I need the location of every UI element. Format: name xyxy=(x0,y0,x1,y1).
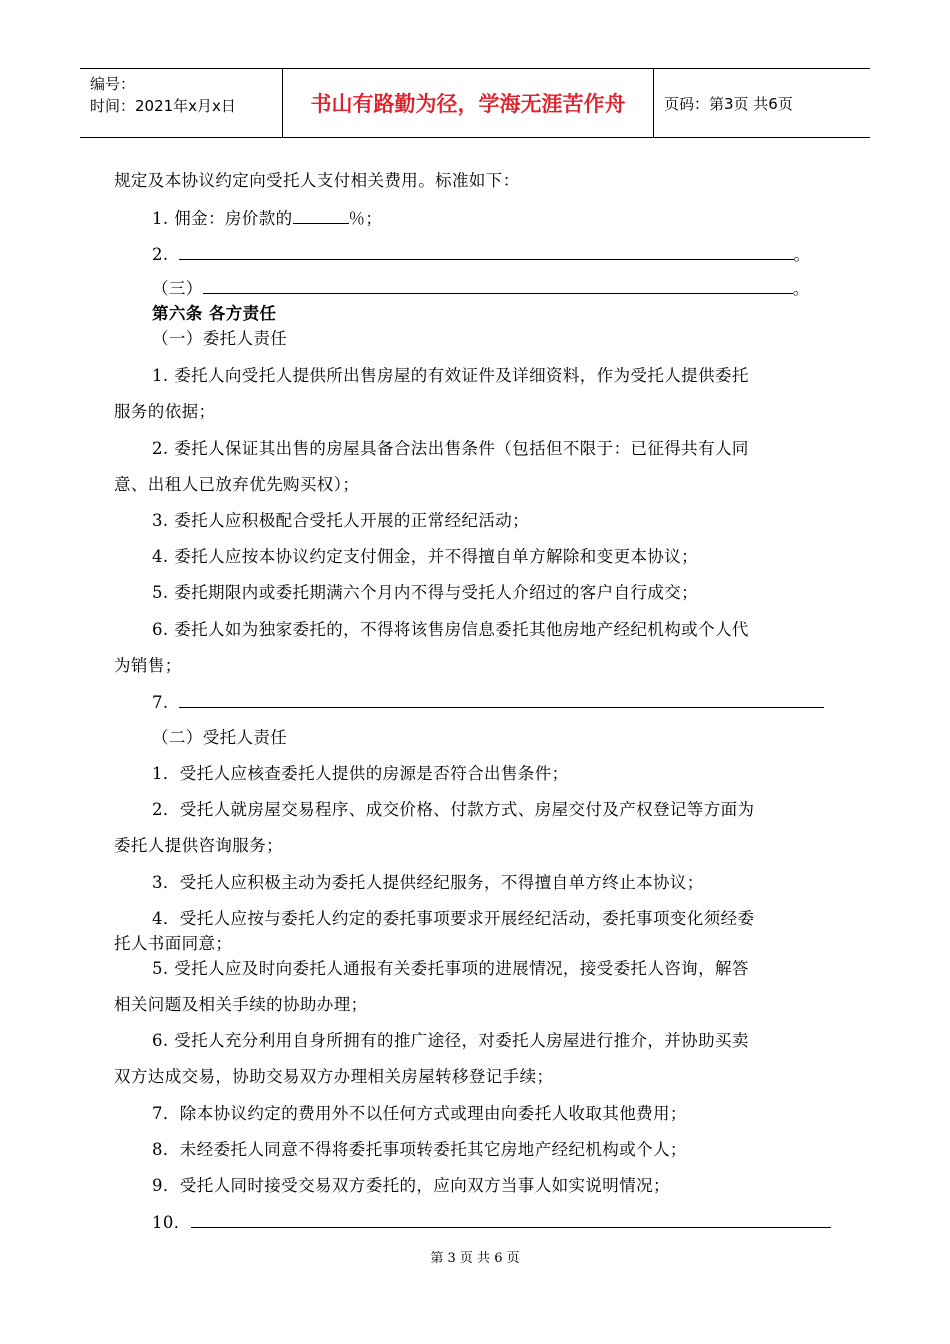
paragraph-line: 1．受托人应核查委托人提供的房源是否符合出售条件； xyxy=(152,764,569,783)
principal-item-7-label: 7. xyxy=(152,693,169,712)
paragraph-line: 4. 委托人应按本协议约定支付佣金，并不得擅自单方解除和变更本协议； xyxy=(152,547,699,566)
paragraph-line: 6. 委托人如为独家委托的，不得将该售房信息委托其他房地产经纪机构或个人代 xyxy=(152,620,749,639)
document-code-label: 编号： xyxy=(90,75,136,93)
paragraph-line: 委托人提供咨询服务； xyxy=(114,836,283,855)
fee-item-3-end: 。 xyxy=(792,279,810,298)
fee-item-2-end: 。 xyxy=(793,245,811,264)
section-heading: （二）受托人责任 xyxy=(152,728,288,747)
paragraph-line: 托人书面同意； xyxy=(114,934,233,953)
paragraph-line: 为销售； xyxy=(114,656,182,675)
fee-item-2 xyxy=(152,243,810,266)
paragraph-line: 9．受托人同时接受交易双方委托的，应向双方当事人如实说明情况； xyxy=(152,1176,670,1195)
page-footer: 第 3 页 共 6 页 xyxy=(430,1251,520,1266)
paragraph-line: 3. 委托人应积极配合受托人开展的正常经纪活动； xyxy=(152,511,530,530)
section-heading: （一）委托人责任 xyxy=(152,329,288,348)
paragraph-line: 双方达成交易，协助交易双方办理相关房屋转移登记手续； xyxy=(114,1067,554,1086)
commission-line xyxy=(152,207,382,230)
paragraph-line: 2. 委托人保证其出售的房屋具备合法出售条件（包括但不限于：已征得共有人同 xyxy=(152,439,749,458)
percent-sign: ％； xyxy=(348,209,383,228)
fee-item-2-label: 2. xyxy=(152,245,169,264)
document-date: 时间：2021年x月x日 xyxy=(90,97,236,115)
paragraph-line: 2．受托人就房屋交易程序、成交价格、付款方式、房屋交付及产权登记等方面为 xyxy=(152,800,755,819)
header-motto: 书山有路勤为径，学海无涯苦作舟 xyxy=(282,69,654,137)
principal-item-7 xyxy=(152,691,824,714)
paragraph-line: 7．除本协议约定的费用外不以任何方式或理由向委托人收取其他费用； xyxy=(152,1104,687,1123)
header-page-number: 页码：第3页 共6页 xyxy=(664,94,793,113)
paragraph-line: 相关问题及相关手续的协助办理； xyxy=(114,995,368,1014)
paragraph-line: 意、出租人已放弃优先购买权）； xyxy=(114,475,360,494)
paragraph-line: 规定及本协议约定向受托人支付相关费用。标准如下： xyxy=(114,171,520,190)
agent-item-10-label: 10． xyxy=(152,1213,191,1232)
article-heading: 第六条 各方责任 xyxy=(152,304,277,323)
document-header xyxy=(80,68,870,138)
fee-item-3-blank[interactable] xyxy=(203,277,793,294)
principal-item-7-blank[interactable] xyxy=(179,691,824,708)
paragraph-line: 4．受托人应按与委托人约定的委托事项要求开展经纪活动，委托事项变化须经委 xyxy=(152,909,755,928)
paragraph-line: 服务的依据； xyxy=(114,402,216,421)
commission-blank[interactable] xyxy=(293,207,349,224)
agent-item-10 xyxy=(152,1211,831,1234)
commission-label: 1. 佣金：房价款的 xyxy=(152,209,293,228)
paragraph-line: 5. 受托人应及时向委托人通报有关委托事项的进展情况，接受委托人咨询，解答 xyxy=(152,959,749,978)
header-meta xyxy=(80,69,282,137)
paragraph-line: 8．未经委托人同意不得将委托事项转委托其它房地产经纪机构或个人； xyxy=(152,1140,687,1159)
agent-item-10-blank[interactable] xyxy=(191,1211,831,1228)
paragraph-line: 1. 委托人向受托人提供所出售房屋的有效证件及详细资料，作为受托人提供委托 xyxy=(152,366,749,385)
paragraph-line: 3．受托人应积极主动为委托人提供经纪服务，不得擅自单方终止本协议； xyxy=(152,873,704,892)
paragraph-line: 5. 委托期限内或委托期满六个月内不得与受托人介绍过的客户自行成交； xyxy=(152,583,699,602)
paragraph-line: 6. 受托人充分利用自身所拥有的推广途径，对委托人房屋进行推介，并协助买卖 xyxy=(152,1031,749,1050)
fee-item-2-blank[interactable] xyxy=(179,243,794,260)
fee-item-3 xyxy=(152,277,810,300)
fee-item-3-label: （三） xyxy=(152,279,203,298)
